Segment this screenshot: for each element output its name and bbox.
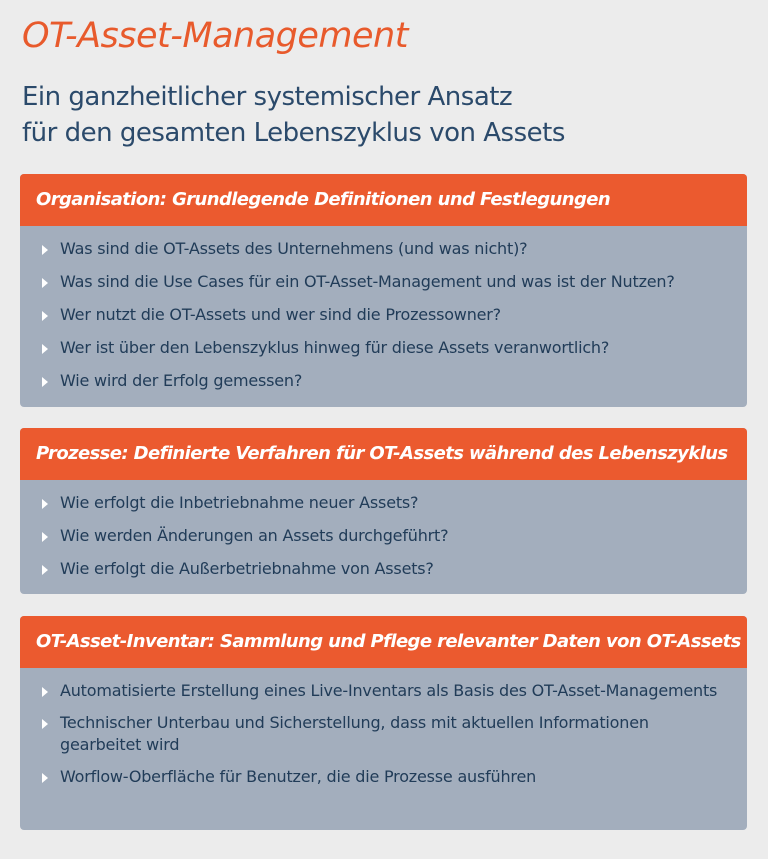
triangle-bullet-icon <box>42 344 48 354</box>
page-subtitle <box>22 79 565 151</box>
list-item-text: Wie erfolgt die Inbetriebnahme neuer Assets? <box>60 493 419 512</box>
triangle-bullet-icon <box>42 377 48 387</box>
section-list <box>20 668 747 788</box>
triangle-bullet-icon <box>42 687 48 697</box>
list-item <box>20 525 747 547</box>
section-organisation <box>20 174 747 407</box>
triangle-bullet-icon <box>42 499 48 509</box>
triangle-bullet-icon <box>42 532 48 542</box>
list-item-text: Wie erfolgt die Außerbetriebnahme von Assets? <box>60 559 434 578</box>
list-item <box>20 238 747 260</box>
list-item-text: Wie werden Änderungen an Assets durchgeführt? <box>60 526 449 545</box>
triangle-bullet-icon <box>42 311 48 321</box>
list-item <box>20 304 747 326</box>
section-heading: Prozesse: Definierte Verfahren für OT-Assets während des Lebenszyklus <box>20 428 747 480</box>
list-item-text: Wer ist über den Lebenszyklus hinweg für diese Assets veranwortlich? <box>60 338 610 357</box>
list-item-text: Was sind die Use Cases für ein OT-Asset-Management und was ist der Nutzen? <box>60 272 675 291</box>
list-item <box>20 712 747 756</box>
page-title: OT-Asset-Management <box>22 16 408 56</box>
section-prozesse <box>20 428 747 594</box>
list-item <box>20 766 747 788</box>
list-item-text: Wer nutzt die OT-Assets und wer sind die Prozessowner? <box>60 305 501 324</box>
section-list <box>20 480 747 580</box>
list-item <box>20 337 747 359</box>
section-inventar <box>20 616 747 830</box>
list-item <box>20 680 747 702</box>
list-item <box>20 370 747 392</box>
list-item <box>20 492 747 514</box>
list-item-text: Technischer Unterbau und Sicherstellung, dass mit aktuellen Informationen gearbeitet wird <box>60 713 649 754</box>
triangle-bullet-icon <box>42 773 48 783</box>
section-heading: OT-Asset-Inventar: Sammlung und Pflege relevanter Daten von OT-Assets <box>20 616 747 668</box>
triangle-bullet-icon <box>42 719 48 729</box>
section-list <box>20 226 747 392</box>
list-item-text: Was sind die OT-Assets des Unternehmens (und was nicht)? <box>60 239 528 258</box>
triangle-bullet-icon <box>42 278 48 288</box>
triangle-bullet-icon <box>42 565 48 575</box>
list-item-text: Wie wird der Erfolg gemessen? <box>60 371 303 390</box>
list-item <box>20 558 747 580</box>
list-item-text: Worflow-Oberfläche für Benutzer, die die Prozesse ausführen <box>60 767 537 786</box>
list-item <box>20 271 747 293</box>
section-heading: Organisation: Grundlegende Definitionen und Festlegungen <box>20 174 747 226</box>
subtitle-line-1: Ein ganzheitlicher systemischer Ansatz <box>22 82 513 112</box>
triangle-bullet-icon <box>42 245 48 255</box>
subtitle-line-2: für den gesamten Lebenszyklus von Assets <box>22 118 565 148</box>
list-item-text: Automatisierte Erstellung eines Live-Inventars als Basis des OT-Asset-Managements <box>60 681 718 700</box>
